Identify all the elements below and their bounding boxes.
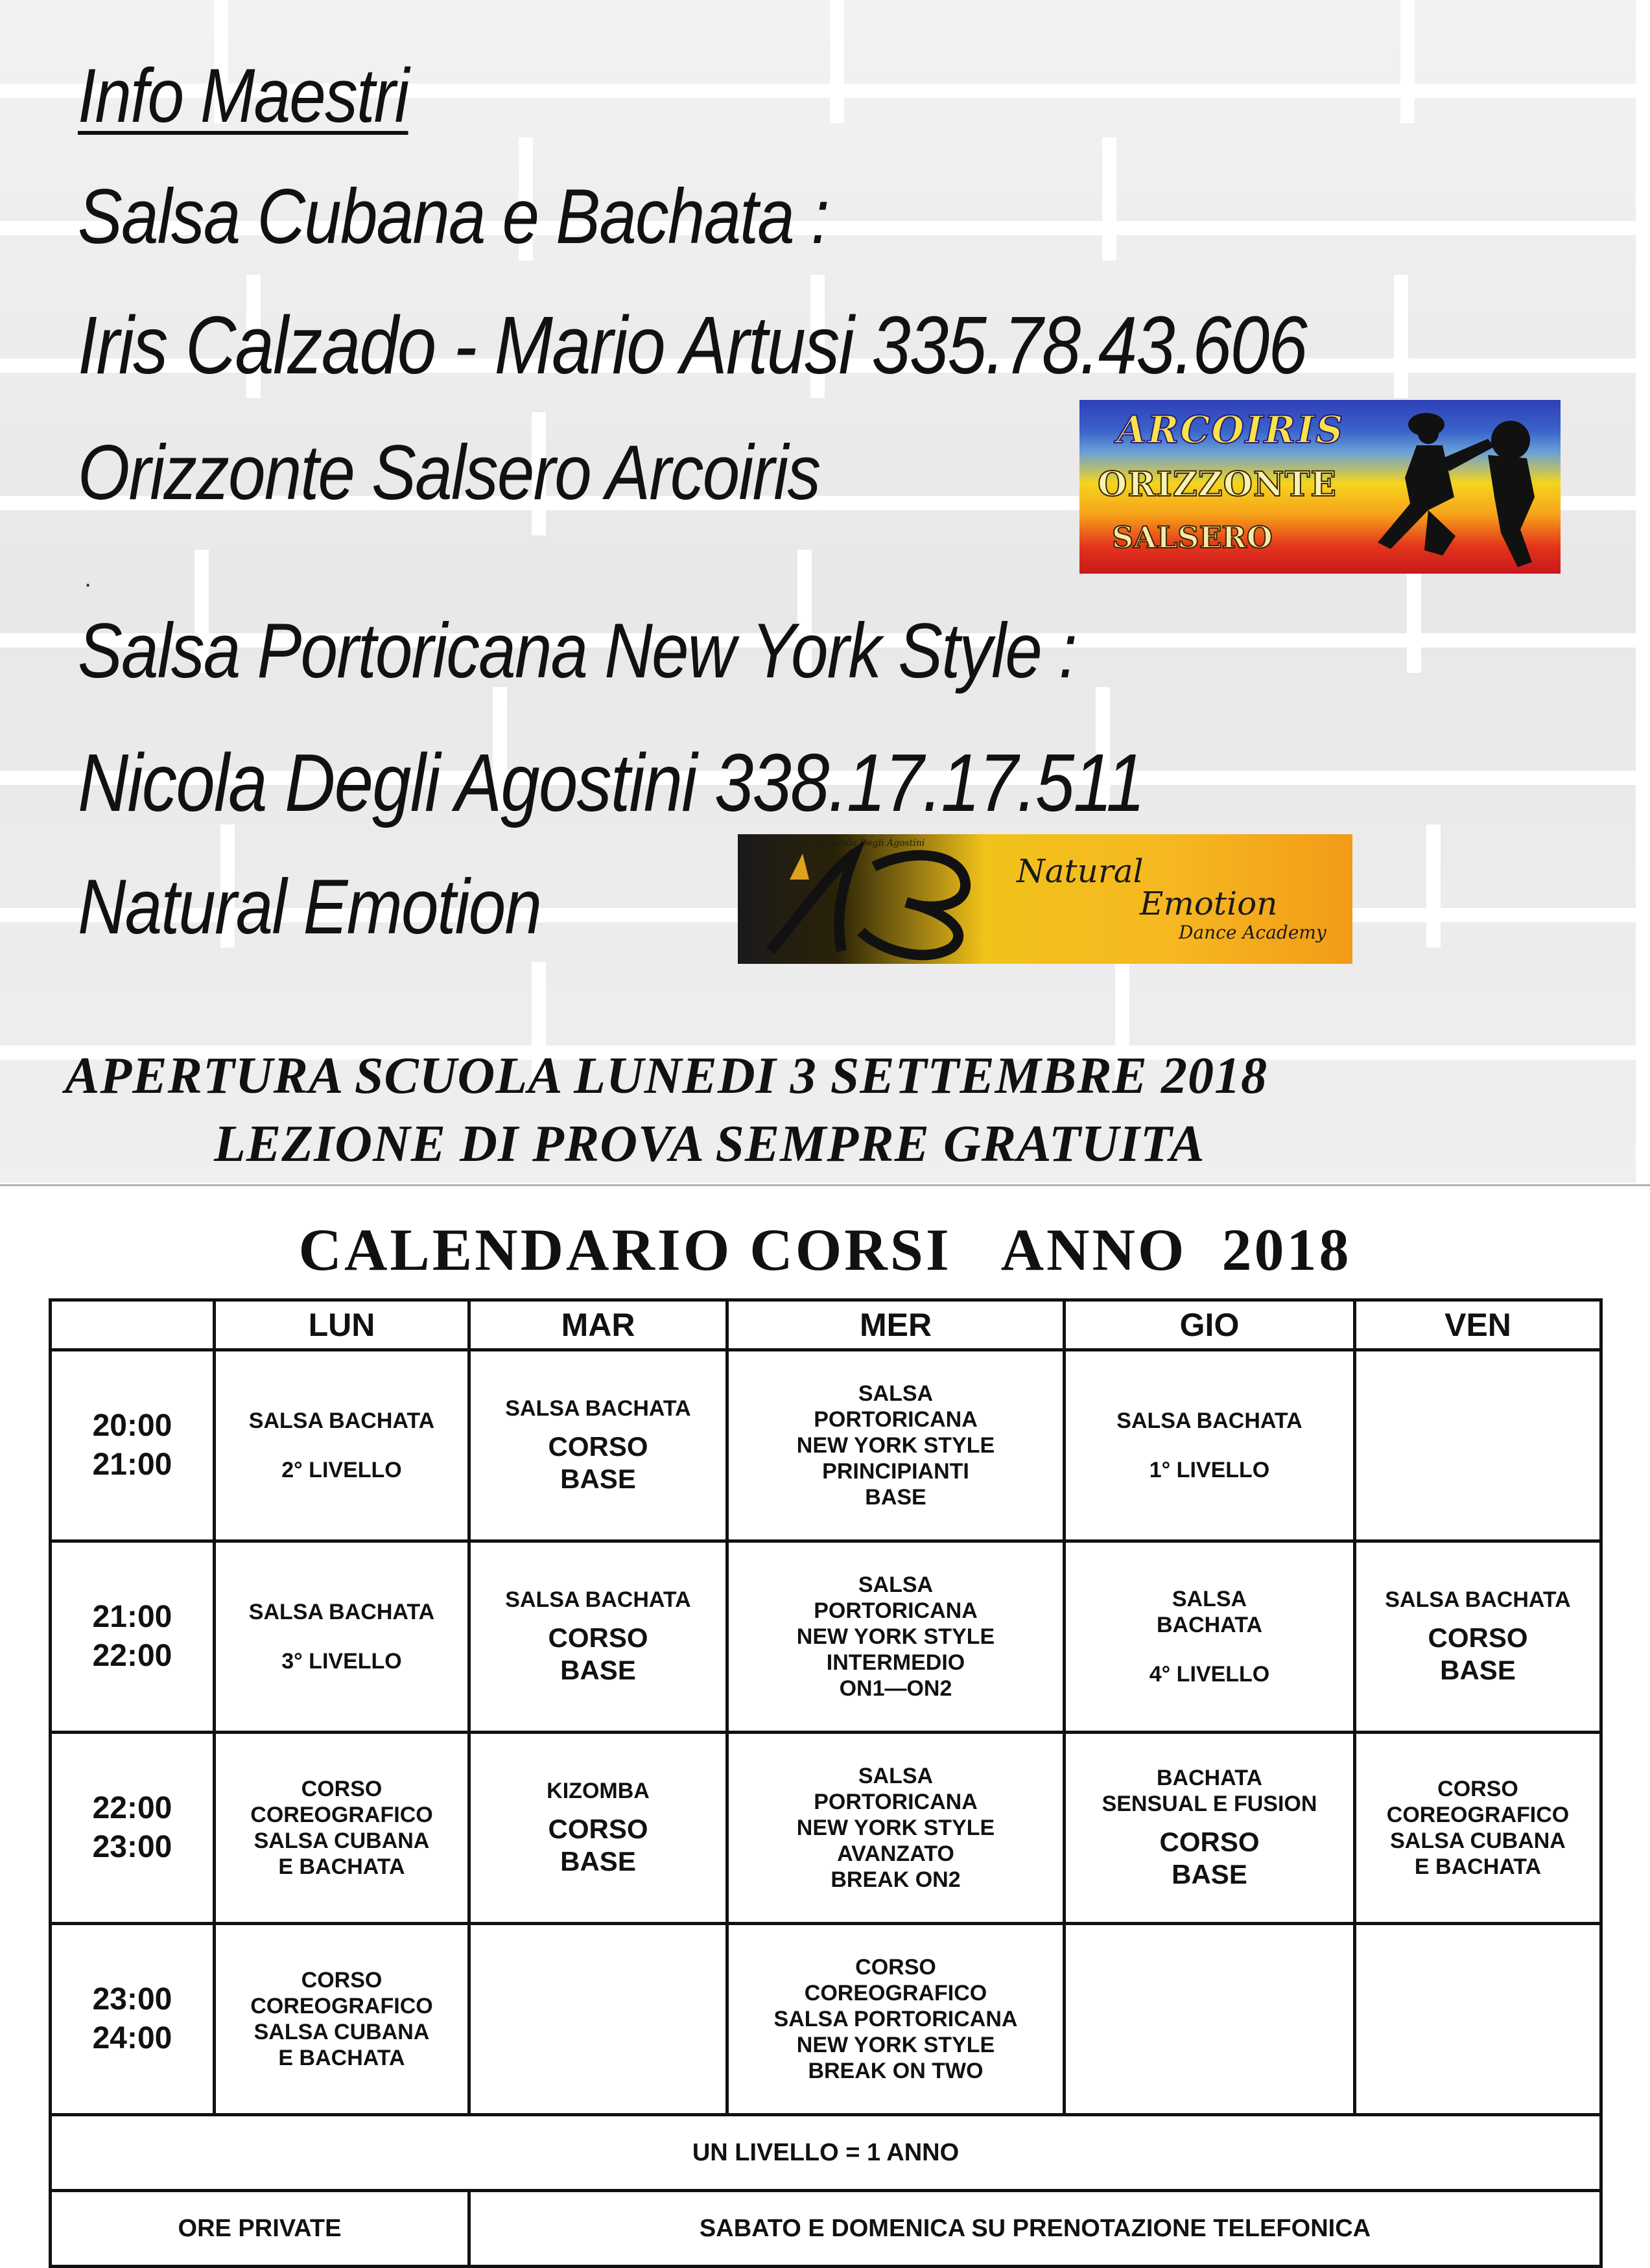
arcoiris-logo-line2: ORIZZONTE [1098,465,1337,504]
course-level: 1° LIVELLO [1149,1458,1270,1482]
course-line: PORTORICANA [814,1790,978,1814]
course-line: SALSA CUBANA [1390,1829,1566,1853]
time-cell [51,1924,215,2115]
course-level: 4° LIVELLO [1149,1662,1270,1687]
course-line: COREOGRAFICO [250,1803,433,1827]
course-cell-empty [1065,1924,1355,2115]
course-line: BACHATA [1156,1766,1263,1790]
header-day: GIO [1065,1300,1355,1350]
course-cell [215,1541,469,1733]
nicola-contact: Nicola Degli Agostini 338.17.17.511 [78,737,1144,828]
dancers-silhouette-icon [1365,400,1559,574]
course-line: INTERMEDIO [826,1650,965,1675]
course-line: SENSUAL E FUSION [1102,1792,1317,1816]
time-cell [51,1541,215,1733]
course-line: NEW YORK STYLE [796,1624,995,1649]
course-cell [727,1924,1065,2115]
course-line: PRINCIPIANTI [822,1459,969,1484]
course-line: NEW YORK STYLE [796,2033,995,2057]
course-line: BREAK ON TWO [808,2059,984,2083]
time-end: 23:00 [92,1830,172,1864]
course-level: 2° LIVELLO [281,1458,402,1482]
course-type: CORSO BASE [548,1431,648,1494]
arcoiris-logo-line1: ARCOIRIS [1117,408,1345,452]
course-line: PORTORICANA [814,1407,978,1432]
course-line: KIZOMBA [547,1779,650,1803]
course-line: SALSA BACHATA [505,1587,691,1612]
course-type: CORSO BASE [548,1622,648,1685]
time-start: 20:00 [92,1409,172,1443]
course-line: SALSA BACHATA [248,1600,435,1624]
course-line: E BACHATA [278,2046,405,2070]
course-line: CORSO [301,1968,383,1993]
course-line: NEW YORK STYLE [796,1816,995,1840]
course-type: CORSO BASE [1428,1622,1528,1685]
course-line: CORSO [301,1777,383,1801]
course-cell [215,1733,469,1924]
course-line: SALSA CUBANA [253,1829,430,1853]
table-header-row [51,1300,1601,1350]
time-end: 21:00 [92,1447,172,1482]
natural-logo-line3: Dance Academy [1179,922,1326,943]
table-row [51,1350,1601,1541]
course-cell [1065,1541,1355,1733]
level-footer-row [51,2115,1601,2191]
private-lessons-note: SABATO E DOMENICA SU PRENOTAZIONE TELEFONICA [469,2191,1601,2267]
iris-mario-contact: Iris Calzado - Mario Artusi 335.78.43.606 [78,299,1306,391]
course-line: COREOGRAFICO [250,1994,433,2018]
private-footer-row [51,2191,1601,2267]
time-cell [51,1350,215,1541]
section-divider [0,1184,1650,1186]
course-line: ON1—ON2 [839,1676,952,1701]
course-line: SALSA [1172,1587,1247,1611]
course-line: SALSA [858,1381,934,1406]
course-line: NEW YORK STYLE [796,1433,995,1458]
course-cell [469,1350,727,1541]
orizzonte-school-name: Orizzonte Salsero Arcoiris [78,429,820,516]
course-cell-empty [1355,1350,1601,1541]
course-line: SALSA BACHATA [505,1396,691,1421]
natural-logo-line1: Natural [1017,852,1144,890]
info-title: Info Maestri [78,53,408,139]
table-row [51,1924,1601,2115]
course-cell [1355,1541,1601,1733]
time-cell [51,1733,215,1924]
ne-monogram-icon [744,841,1017,961]
course-line: BACHATA [1156,1613,1263,1637]
course-cell-empty [469,1924,727,2115]
schedule-table [49,1298,1603,2268]
natural-logo-small-text: di Nicola Degli Agostini [816,838,925,848]
time-start: 21:00 [92,1600,172,1634]
opening-announcement: APERTURA SCUOLA LUNEDI 3 SETTEMBRE 2018 [65,1047,1267,1105]
course-line: AVANZATO [837,1841,954,1866]
course-line: COREOGRAFICO [1386,1803,1570,1827]
course-line: SALSA BACHATA [248,1409,435,1433]
course-line: SALSA [858,1572,934,1597]
course-cell [1065,1733,1355,1924]
header-day: LUN [215,1300,469,1350]
course-line: BREAK ON2 [831,1867,961,1892]
course-type: CORSO BASE [1159,1827,1260,1889]
level-note: UN LIVELLO = 1 ANNO [51,2115,1601,2191]
time-start: 22:00 [92,1791,172,1825]
natural-emotion-school-name: Natural Emotion [78,863,541,950]
table-row [51,1733,1601,1924]
course-line: SALSA BACHATA [1116,1409,1302,1433]
time-end: 22:00 [92,1639,172,1673]
course-cell [1065,1350,1355,1541]
calendar-title: CALENDARIO CORSI ANNO 2018 [298,1217,1352,1283]
arcoiris-logo-line3: SALSERO [1112,520,1273,555]
course-cell [727,1541,1065,1733]
private-lessons-label: ORE PRIVATE [51,2191,469,2267]
time-end: 24:00 [92,2021,172,2055]
table-row [51,1541,1601,1733]
time-start: 23:00 [92,1982,172,2017]
course-line: CORSO [855,1955,936,1980]
course-line: E BACHATA [1414,1854,1542,1879]
course-line: SALSA PORTORICANA [773,2007,1018,2031]
course-cell-empty [1355,1924,1601,2115]
natural-emotion-logo [738,834,1352,964]
course-cell [469,1733,727,1924]
course-line: BASE [865,1485,926,1510]
course-line: CORSO [1437,1777,1518,1801]
course-cell [469,1541,727,1733]
course-cell [727,1733,1065,1924]
course-cell [215,1350,469,1541]
separator-dot: . [84,564,92,592]
course-cell [215,1924,469,2115]
header-corner [51,1300,215,1350]
course-line: SALSA CUBANA [253,2020,430,2044]
course-cell [1355,1733,1601,1924]
header-day: VEN [1355,1300,1601,1350]
salsa-cubana-heading: Salsa Cubana e Bachata : [78,173,829,260]
free-trial-announcement: LEZIONE DI PROVA SEMPRE GRATUITA [214,1116,1205,1173]
course-cell [727,1350,1065,1541]
course-type: CORSO BASE [548,1814,648,1876]
course-line: PORTORICANA [814,1598,978,1623]
course-line: COREOGRAFICO [804,1981,987,2005]
course-line: SALSA BACHATA [1385,1587,1571,1612]
course-line: SALSA [858,1764,934,1788]
course-line: E BACHATA [278,1854,405,1879]
header-day: MER [727,1300,1065,1350]
course-level: 3° LIVELLO [281,1649,402,1674]
natural-logo-line2: Emotion [1140,885,1278,922]
salsa-portoricana-heading: Salsa Portoricana New York Style : [78,607,1076,694]
arcoiris-logo [1079,400,1561,574]
header-day: MAR [469,1300,727,1350]
